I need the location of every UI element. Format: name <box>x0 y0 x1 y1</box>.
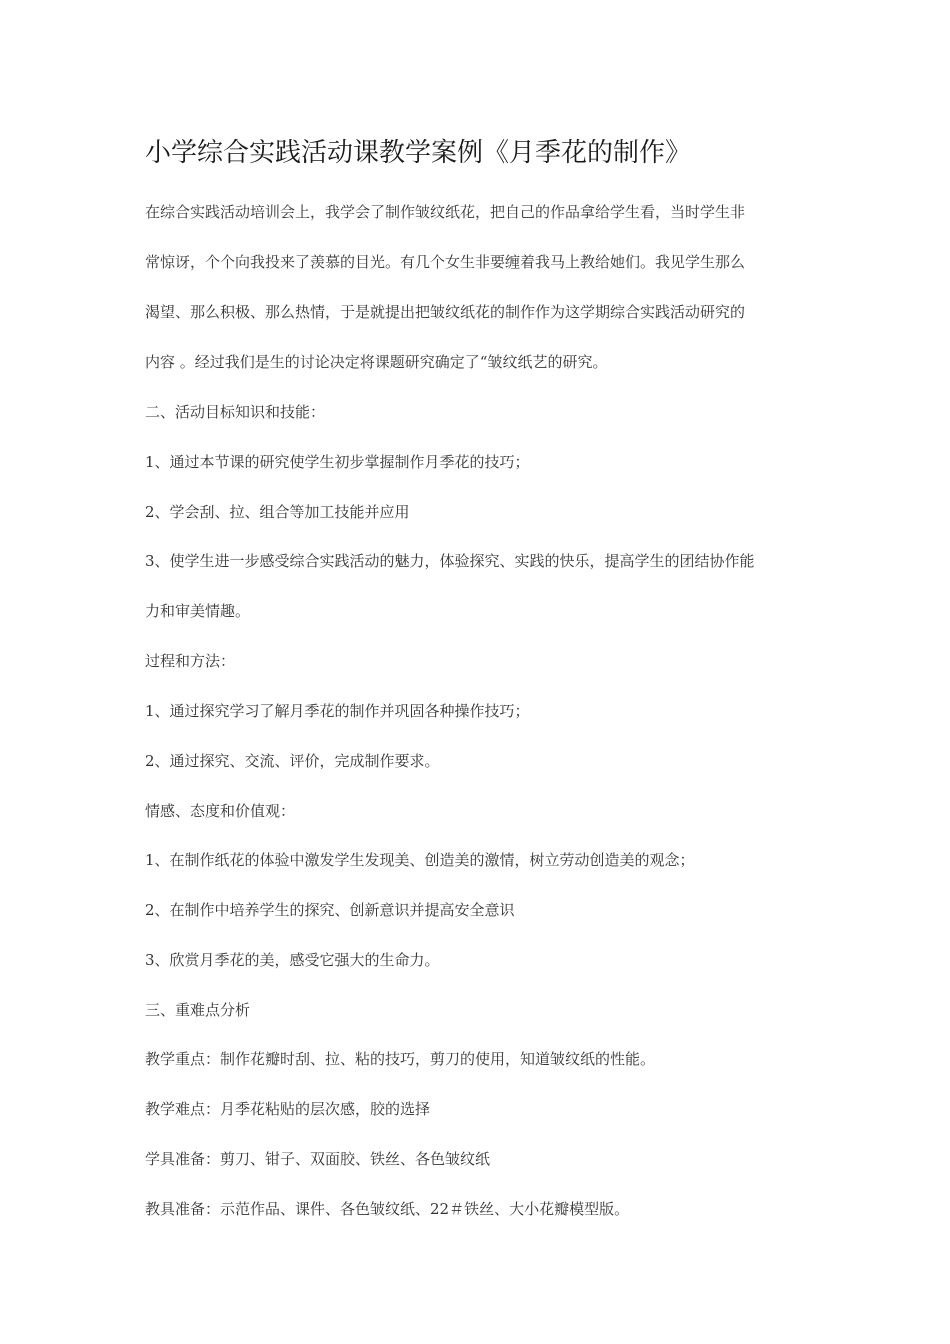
document-title: 小学综合实践活动课教学案例《月季花的制作》 <box>145 138 692 168</box>
process-heading: 过程和方法： <box>145 652 236 670</box>
process-1: 1、通过探究学习了解月季花的制作并巩固各种操作技巧； <box>145 702 530 720</box>
intro-line-3: 渴望、那么积极、那么热情，于是就提出把皱纹纸花的制作作为这学期综合实践活动研究的 <box>145 303 746 321</box>
intro-line-4: 内容 。经过我们是生的讨论决定将课题研究确定了“皱纹纸艺的研究。 <box>145 353 608 371</box>
difficulty: 教学难点：月季花粘贴的层次感，胶的选择 <box>145 1100 431 1118</box>
analysis-heading: 三、重难点分析 <box>145 1001 251 1019</box>
goal-3-line-2: 力和审美情趣。 <box>145 602 251 620</box>
goals-heading: 二、活动目标知识和技能： <box>145 403 326 421</box>
teacher-tools: 教具准备：示范作品、课件、各色皱纹纸、22＃铁丝、大小花瓣模型版。 <box>145 1200 630 1218</box>
emotion-1: 1、在制作纸花的体验中激发学生发现美、创造美的激情，树立劳动创造美的观念； <box>145 851 695 869</box>
goal-1: 1、通过本节课的研究使学生初步掌握制作月季花的技巧； <box>145 453 530 471</box>
intro-line-1: 在综合实践活动培训会上，我学会了制作皱纹纸花，把自己的作品拿给学生看，当时学生非 <box>145 203 746 221</box>
process-2: 2、通过探究、交流、评价，完成制作要求。 <box>145 752 440 770</box>
emotion-2: 2、在制作中培养学生的探究、创新意识并提高安全意识 <box>145 901 515 919</box>
emotion-heading: 情感、态度和价值观： <box>145 802 296 820</box>
emotion-3: 3、欣赏月季花的美，感受它强大的生命力。 <box>145 951 440 969</box>
goal-2: 2、学会刮、拉、组合等加工技能并应用 <box>145 503 410 521</box>
student-tools: 学具准备：剪刀、钳子、双面胶、铁丝、各色皱纹纸 <box>145 1150 491 1168</box>
intro-line-2: 常惊讶，个个向我投来了羡慕的目光。有几个女生非要缠着我马上教给她们。我见学生那么 <box>145 253 746 271</box>
goal-3-line-1: 3、使学生进一步感受综合实践活动的魅力，体验探究、实践的快乐，提高学生的团结协作能 <box>145 552 755 570</box>
key-point: 教学重点：制作花瓣时刮、拉、粘的技巧，剪刀的使用，知道皱纹纸的性能。 <box>145 1050 656 1068</box>
